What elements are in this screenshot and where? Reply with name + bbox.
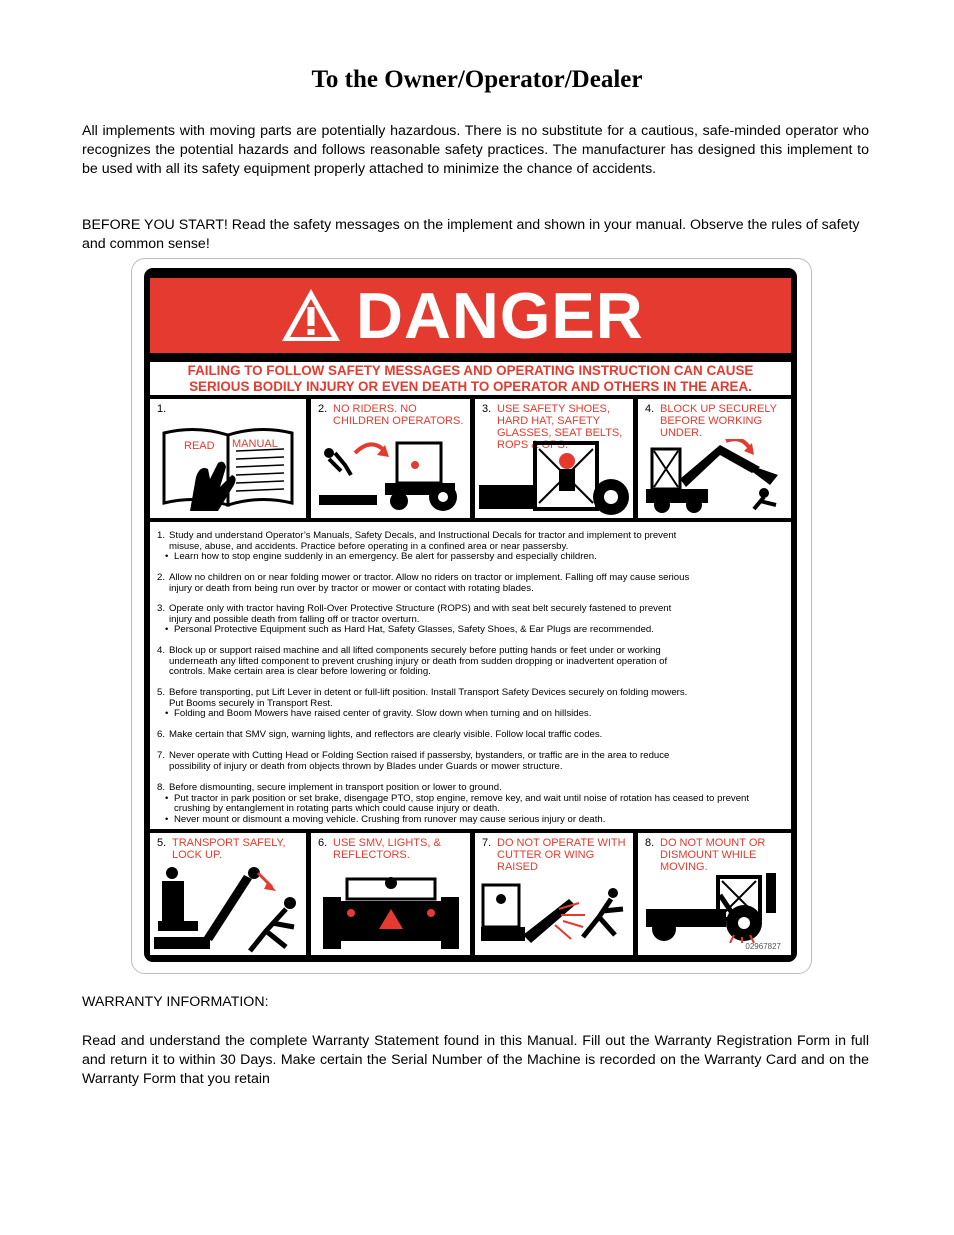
intro-paragraph: All implements with moving parts are potentially hazardous. There is no substitute for a cautious, safe-minded operator who recognizes the potential hazards and follows reasonable safety practices. The manufacturer has designed this implement to be used with all its safety equipment properly attached to minimize the chance of accidents. xyxy=(82,123,869,177)
warranty-paragraph: Read and understand the complete Warranty Statement found in this Manual. Fill out the Warranty Registration Form in full and return it to within 30 Days. Make certain the Serial Number of the Machine is recorded on the Warranty Card and on the Warranty Form that you retain xyxy=(82,1033,869,1087)
rule-bullet: • Folding and Boom Mowers have raised center of gravity. Slow down when turning and on hillsides. xyxy=(157,709,782,720)
warranty-heading: WARRANTY INFORMATION: xyxy=(82,994,269,1010)
decal-body xyxy=(144,268,797,962)
rule-number: 3. xyxy=(157,603,166,614)
rule-item xyxy=(157,531,782,563)
read-manual-icon xyxy=(160,419,298,511)
panel-number: 4. xyxy=(645,403,655,415)
rule-line: controls. Make certain area is clear before lowering or folding. xyxy=(169,666,431,678)
rule-item xyxy=(157,688,782,720)
rule-item xyxy=(157,751,782,772)
rule-line: Before transporting, put Lift Lever in detent or full-lift position. Install Transport Safety Devices securely on folding mowers. xyxy=(169,687,688,698)
rule-line: Block up or support raised machine and all lifted components securely before putting hands or feet under or working xyxy=(169,645,661,656)
rule-line: Study and understand Operator’s Manuals, Safety Decals, and Instructional Decals for tractor and implement to prevent xyxy=(169,530,677,541)
warning-line-1: FAILING TO FOLLOW SAFETY MESSAGES AND OPERATING INSTRUCTION CAN CAUSE xyxy=(187,363,754,378)
rule-line: Allow no children on or near folding mower or tractor. Allow no riders on tractor or implement. Falling off may cause serious xyxy=(169,572,690,583)
panel-number: 6. xyxy=(318,837,328,849)
pictogram-panel-5 xyxy=(150,833,306,955)
rule-line: Never operate with Cutting Head or Folding Section raised if passersby, bystanders, or traffic are in the area to reduce xyxy=(169,750,670,761)
rule-item xyxy=(157,646,782,678)
panel-caption: USE SMV, LIGHTS, & REFLECTORS. xyxy=(333,837,441,861)
pictogram-panel-4 xyxy=(638,399,791,518)
page-title: To the Owner/Operator/Dealer xyxy=(311,66,643,93)
rule-item xyxy=(157,730,782,741)
rule-bullet: • Personal Protective Equipment such as Hard Hat, Safety Glasses, Safety Shoes, & Ear Plugs are recommended. xyxy=(157,625,782,636)
danger-decal xyxy=(131,258,812,974)
thrown-objects-icon xyxy=(479,879,631,951)
decal-part-number: 02967827 xyxy=(745,942,781,951)
pictogram-panel-2 xyxy=(311,399,470,518)
pictogram-panel-1 xyxy=(150,399,306,518)
panel-caption: DO NOT OPERATE WITH CUTTER OR WING RAISED xyxy=(497,837,626,873)
rule-bullet: • Put tractor in park position or set brake, disengage PTO, stop engine, remove key, and wait until noise of rotation has ceased to prevent crushing by entanglement in rotating parts which could cause injury or death. xyxy=(157,794,782,815)
warning-triangle-icon xyxy=(280,287,342,343)
rule-line: injury or death from being run over by tractor or mower or contact with rotating blades. xyxy=(169,582,534,594)
rule-number: 4. xyxy=(157,645,166,656)
rule-line: Put Booms securely in Transport Rest. xyxy=(169,697,333,709)
panel-caption: NO RIDERS. NO CHILDREN OPERATORS. xyxy=(333,403,464,427)
danger-banner xyxy=(150,278,791,353)
book-manual-label: MANUAL xyxy=(232,438,278,450)
rule-line: possibility of injury or death from objects thrown by Blades under Guards or mower structure. xyxy=(169,760,563,772)
pictogram-panel-6 xyxy=(311,833,470,955)
rule-item xyxy=(157,783,782,825)
no-riders-icon xyxy=(315,435,467,515)
rule-bullet: • Never mount or dismount a moving vehicle. Crushing from runover may cause serious injury or death. xyxy=(157,815,782,826)
warning-statement xyxy=(150,362,791,395)
panel-caption: DO NOT MOUNT OR DISMOUNT WHILE MOVING. xyxy=(660,837,766,873)
rule-line: Operate only with tractor having Roll-Over Protective Structure (ROPS) and with seat belt securely fastened to prevent xyxy=(169,603,672,614)
rule-line: underneath any lifted component to prevent crushing injury or death from sudden dropping or inadvertent operation of xyxy=(169,655,668,667)
runover-icon xyxy=(642,873,788,943)
rule-line: Make certain that SMV sign, warning lights, and reflectors are clearly visible. Follow local traffic codes. xyxy=(169,729,603,740)
smv-reflector-icon xyxy=(319,873,463,953)
rule-line: injury and possible death from falling off or tractor overturn. xyxy=(169,613,420,625)
rule-item xyxy=(157,573,782,594)
danger-headline: DANGER xyxy=(356,279,644,352)
rule-number: 7. xyxy=(157,750,166,761)
rule-number: 1. xyxy=(157,530,166,541)
rule-number: 5. xyxy=(157,687,166,698)
rule-number: 2. xyxy=(157,572,166,583)
panel-caption: BLOCK UP SECURELY BEFORE WORKING UNDER. xyxy=(660,403,777,439)
panel-number: 5. xyxy=(157,837,167,849)
before-start-paragraph: BEFORE YOU START! Read the safety messages on the implement and shown in your manual. Observe the rules of safety and common sense! xyxy=(82,217,860,252)
warning-line-2: SERIOUS BODILY INJURY OR EVEN DEATH TO OPERATOR AND OTHERS IN THE AREA. xyxy=(189,379,752,394)
panel-number: 8. xyxy=(645,837,655,849)
crush-hazard-icon xyxy=(642,439,788,515)
rule-number: 8. xyxy=(157,782,166,793)
book-read-label: READ xyxy=(184,440,215,452)
rule-line: misuse, abuse, and accidents. Practice before operating in a confined area or near passersby. xyxy=(169,540,569,552)
panel-number: 7. xyxy=(482,837,492,849)
safety-rules-list xyxy=(150,522,791,829)
rule-line: Before dismounting, secure implement in transport position or lower to ground. xyxy=(169,782,502,793)
transport-lock-icon xyxy=(154,867,304,953)
panel-number: 1. xyxy=(157,403,167,415)
rule-bullet: • Learn how to stop engine suddenly in an emergency. Be alert for passersby and especially children. xyxy=(157,552,782,563)
rule-item xyxy=(157,604,782,636)
pictogram-panel-8 xyxy=(638,833,791,955)
rule-number: 6. xyxy=(157,729,166,740)
panel-caption: TRANSPORT SAFELY, LOCK UP. xyxy=(172,837,286,861)
pictogram-panel-7 xyxy=(475,833,633,955)
rops-operator-icon xyxy=(479,439,631,517)
panel-number: 3. xyxy=(482,403,492,415)
panel-number: 2. xyxy=(318,403,328,415)
panel-caption: USE SAFETY SHOES, HARD HAT, SAFETY GLASSES, SEAT BELTS, ROPS & OPS. xyxy=(497,403,623,451)
pictogram-panel-3 xyxy=(475,399,633,518)
